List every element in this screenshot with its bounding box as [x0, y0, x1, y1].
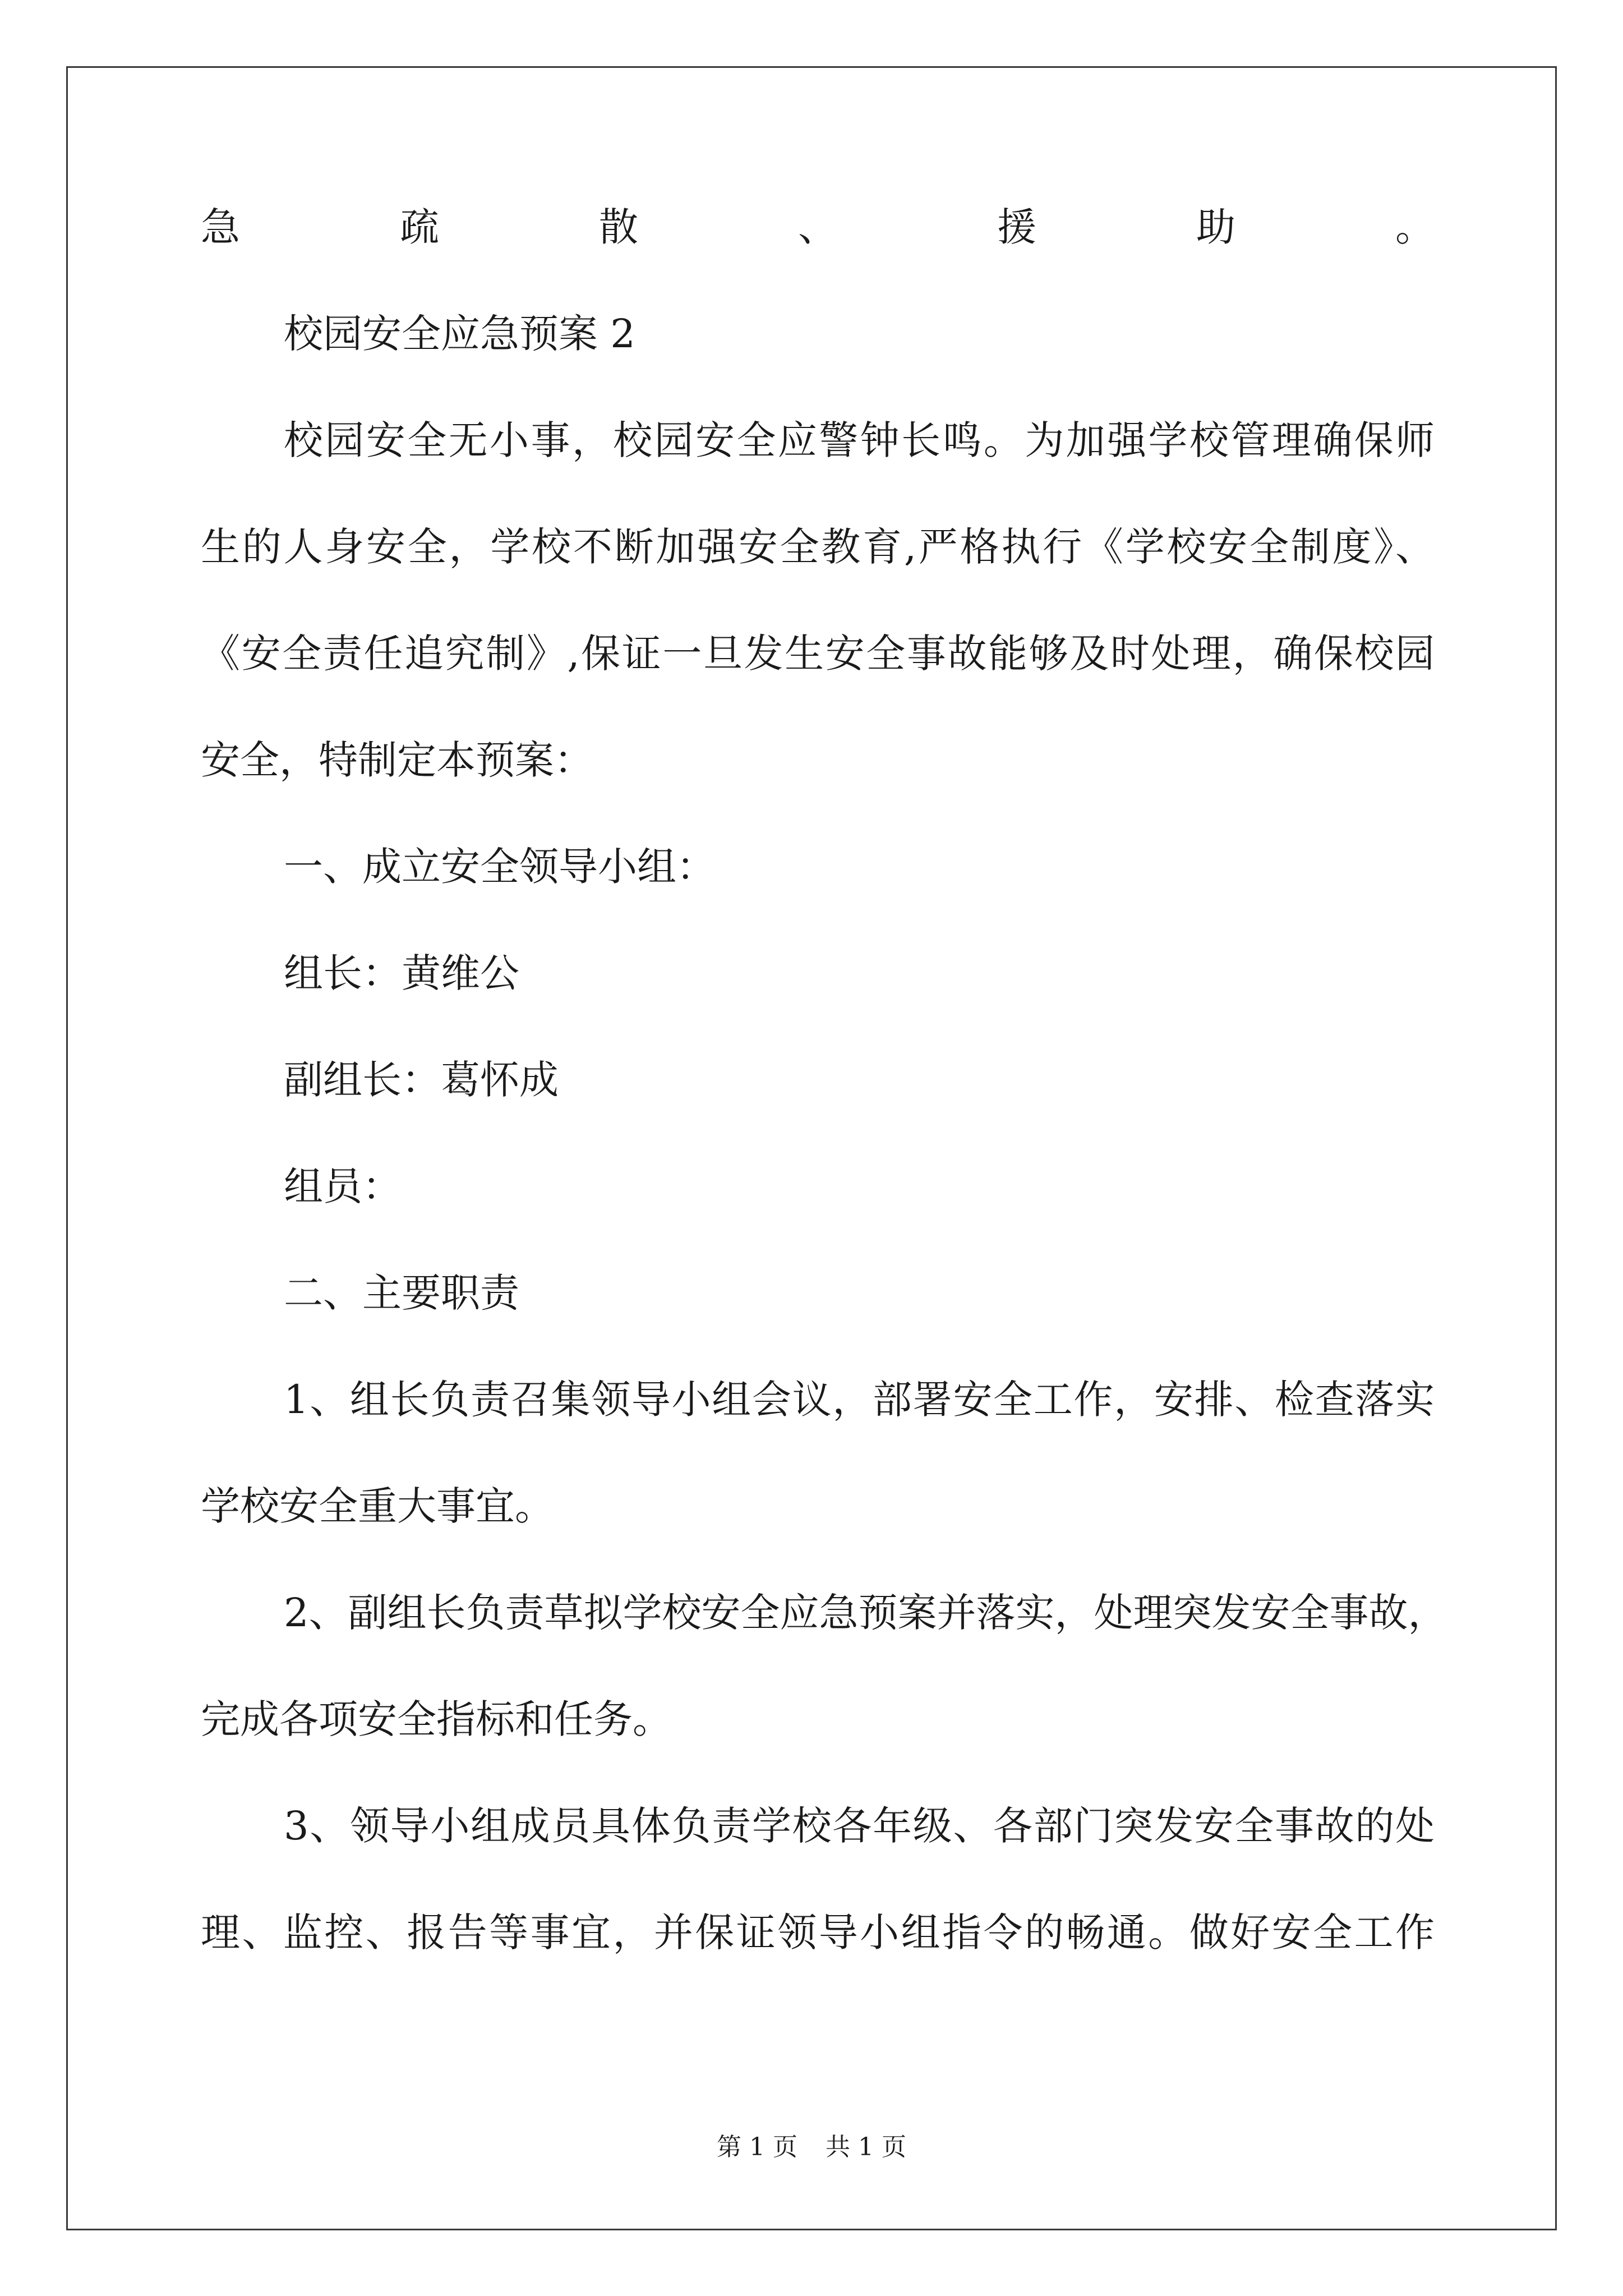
page-footer — [0, 2132, 1623, 2163]
paragraph-line: 急疏散、援助。 — [201, 204, 1435, 250]
page-number: 第 1 页 — [717, 2133, 797, 2161]
list-item: 组员： — [284, 1163, 402, 1209]
page-border — [66, 66, 1557, 2230]
paragraph-line: 理、监控、报告等事宜，并保证领导小组指令的畅通。做好安全工作 — [201, 1910, 1435, 1955]
paragraph-line: 校园安全无小事，校园安全应警钟长鸣。为加强学校管理确保师 — [284, 417, 1435, 463]
paragraph-line: 1、组长负责召集领导小组会议，部署安全工作，安排、检查落实 — [284, 1377, 1435, 1423]
page-total: 共 1 页 — [826, 2133, 906, 2161]
paragraph-line: 《安全责任追究制》,保证一旦发生安全事故能够及时处理，确保校园 — [201, 631, 1435, 677]
paragraph-line: 学校安全重大事宜。 — [201, 1483, 554, 1529]
section-heading: 校园安全应急预案 2 — [284, 311, 635, 357]
list-item: 组长：黄维公 — [284, 950, 519, 996]
list-heading: 二、主要职责 — [284, 1270, 519, 1316]
paragraph-line: 2、副组长负责草拟学校安全应急预案并落实，处理突发安全事故， — [284, 1590, 1447, 1636]
paragraph-line: 3、领导小组成员具体负责学校各年级、各部门突发安全事故的处 — [284, 1803, 1435, 1849]
paragraph-line: 完成各项安全指标和任务。 — [201, 1696, 672, 1742]
paragraph-line: 生的人身安全，学校不断加强安全教育,严格执行《学校安全制度》、 — [201, 524, 1435, 570]
paragraph-line: 安全，特制定本预案： — [201, 737, 593, 783]
list-item: 副组长：葛怀成 — [284, 1057, 559, 1103]
list-heading: 一、成立安全领导小组： — [284, 844, 716, 890]
